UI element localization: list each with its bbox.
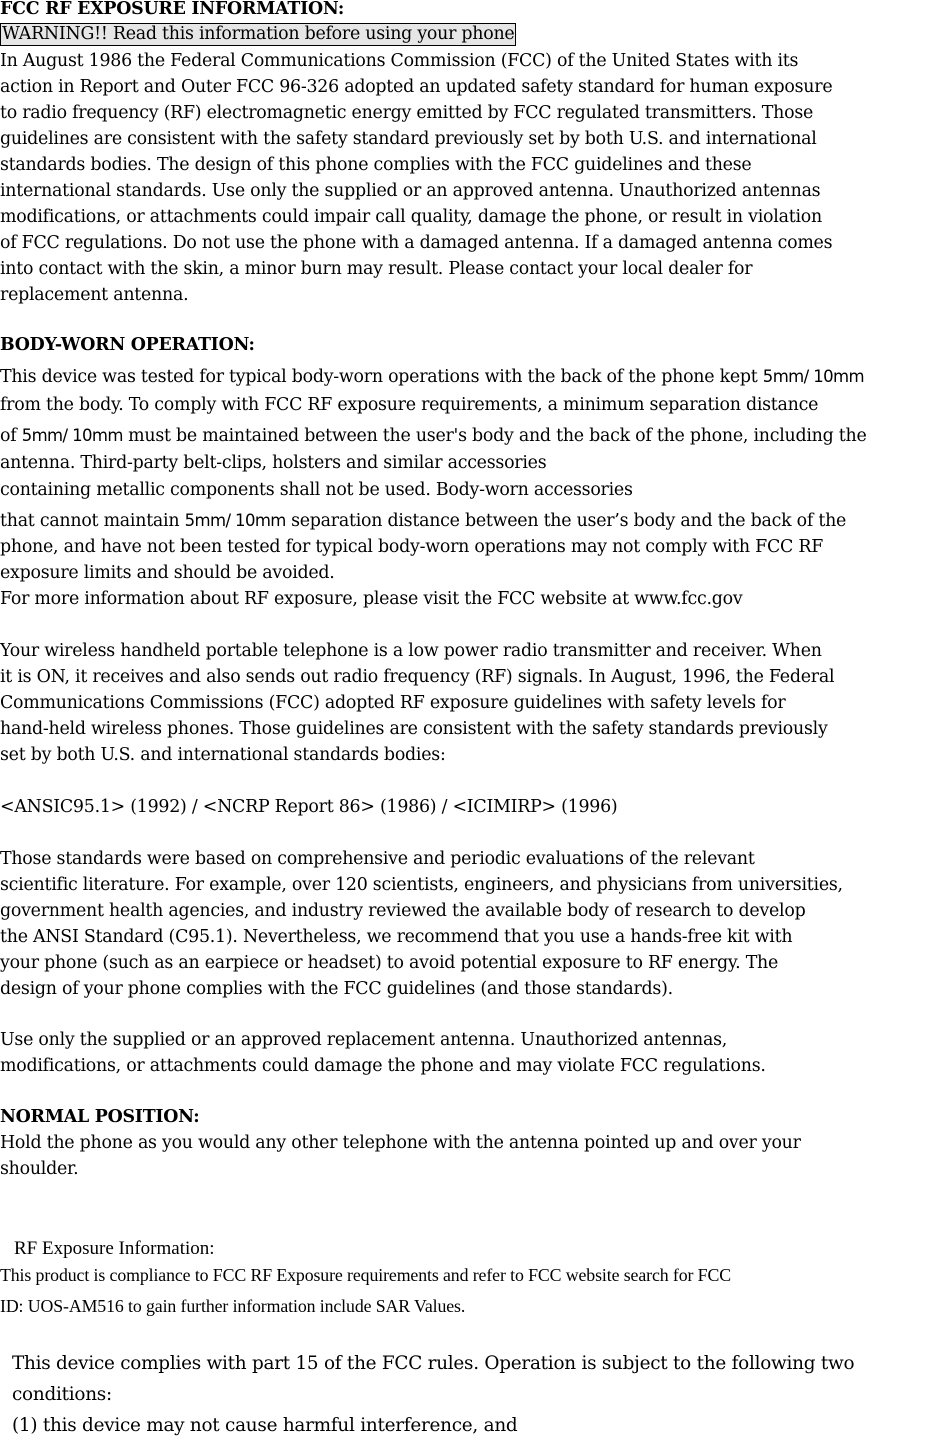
body-worn-line [0, 366, 864, 388]
separation-distance-value: 5mm/ 10mm [184, 511, 286, 530]
body-worn-line: For more information about RF exposure, please visit the FCC website at www.fcc.gov [0, 589, 743, 609]
wireless-paragraph-line: hand-held wireless phones. Those guidelines are consistent with the safety standards previously [0, 719, 828, 739]
section-title-fcc-rf-exposure: FCC RF EXPOSURE INFORMATION: [0, 0, 345, 19]
normal-position-line: Hold the phone as you would any other telephone with the antenna pointed up and over your [0, 1133, 801, 1153]
body-worn-text: must be maintained between the user's body and the back of the phone, including the [122, 426, 867, 446]
section-title-normal-position: NORMAL POSITION: [0, 1107, 200, 1127]
fcc-paragraph-line: modifications, or attachments could impair call quality, damage the phone, or result in violation [0, 207, 822, 227]
normal-position-line: shoulder. [0, 1159, 79, 1179]
standards-paragraph-line: the ANSI Standard (C95.1). Nevertheless, we recommend that you use a hands-free kit with [0, 927, 793, 947]
fcc-paragraph-line: standards bodies. The design of this phone complies with the FCC guidelines and these [0, 155, 752, 175]
part15-line: (1) this device may not cause harmful interference, and [12, 1415, 518, 1436]
body-worn-text: separation distance between the user’s body and the back of the [285, 511, 847, 531]
fcc-paragraph-line: into contact with the skin, a minor burn may result. Please contact your local dealer for [0, 259, 753, 279]
wireless-paragraph-line: Your wireless handheld portable telephone is a low power radio transmitter and receiver. When [0, 641, 822, 661]
standards-paragraph-line: scientific literature. For example, over 120 scientists, engineers, and physicians from universities, [0, 875, 843, 895]
body-worn-line: phone, and have not been tested for typical body-worn operations may not comply with FCC RF [0, 537, 824, 557]
wireless-paragraph-line: Communications Commissions (FCC) adopted RF exposure guidelines with safety levels for [0, 693, 786, 713]
fcc-paragraph-line: international standards. Use only the supplied or an approved antenna. Unauthorized antennas [0, 181, 821, 201]
body-worn-line: from the body. To comply with FCC RF exposure requirements, a minimum separation distance [0, 395, 819, 415]
body-worn-line: exposure limits and should be avoided. [0, 563, 335, 583]
standards-list: <ANSIC95.1> (1992) / <NCRP Report 86> (1986) / <ICIMIRP> (1996) [0, 797, 618, 817]
part15-line: This device complies with part 15 of the FCC rules. Operation is subject to the following two [12, 1353, 855, 1374]
wireless-paragraph-line: set by both U.S. and international standards bodies: [0, 745, 446, 765]
body-worn-line: antenna. Third-party belt-clips, holsters and similar accessories [0, 453, 547, 473]
separation-distance-value: 5mm/ 10mm [21, 426, 123, 445]
fcc-paragraph-line: to radio frequency (RF) electromagnetic energy emitted by FCC regulated transmitters. Those [0, 103, 814, 123]
rf-exposure-info-line: This product is compliance to FCC RF Exposure requirements and refer to FCC website search for FCC [0, 1265, 731, 1285]
antenna-paragraph-line: Use only the supplied or an approved replacement antenna. Unauthorized antennas, [0, 1030, 728, 1050]
fcc-paragraph-line: guidelines are consistent with the safety standard previously set by both U.S. and international [0, 129, 817, 149]
body-worn-text: that cannot maintain [0, 511, 185, 531]
rf-exposure-info-title: RF Exposure Information: [14, 1238, 215, 1259]
standards-paragraph-line: your phone (such as an earpiece or headset) to avoid potential exposure to RF energy. The [0, 953, 779, 973]
standards-paragraph-line: government health agencies, and industry reviewed the available body of research to develop [0, 901, 806, 921]
standards-paragraph-line: Those standards were based on comprehensive and periodic evaluations of the relevant [0, 849, 755, 869]
rf-exposure-info-line: ID: UOS-AM516 to gain further information include SAR Values. [0, 1296, 466, 1316]
body-worn-text: This device was tested for typical body-worn operations with the back of the phone kept [0, 367, 763, 387]
body-worn-text: of [0, 426, 22, 446]
part15-line: conditions: [12, 1384, 112, 1405]
fcc-paragraph-line: In August 1986 the Federal Communications Commission (FCC) of the United States with its [0, 51, 799, 71]
warning-highlight: WARNING!! Read this information before using your phone [2, 24, 515, 44]
section-title-body-worn: BODY-WORN OPERATION: [0, 335, 255, 355]
body-worn-line: containing metallic components shall not be used. Body-worn accessories [0, 480, 633, 500]
standards-paragraph-line: design of your phone complies with the FCC guidelines (and those standards). [0, 979, 673, 999]
separation-distance-value: 5mm/ 10mm [762, 367, 864, 386]
warning-line [0, 23, 516, 46]
fcc-paragraph-line: action in Report and Outer FCC 96-326 adopted an updated safety standard for human exposure [0, 77, 833, 97]
body-worn-line [0, 425, 867, 447]
fcc-paragraph-line: replacement antenna. [0, 285, 189, 305]
antenna-paragraph-line: modifications, or attachments could damage the phone and may violate FCC regulations. [0, 1056, 766, 1076]
fcc-paragraph-line: of FCC regulations. Do not use the phone with a damaged antenna. If a damaged antenna comes [0, 233, 833, 253]
wireless-paragraph-line: it is ON, it receives and also sends out radio frequency (RF) signals. In August, 1996, the Federal [0, 667, 835, 687]
body-worn-line [0, 510, 846, 532]
